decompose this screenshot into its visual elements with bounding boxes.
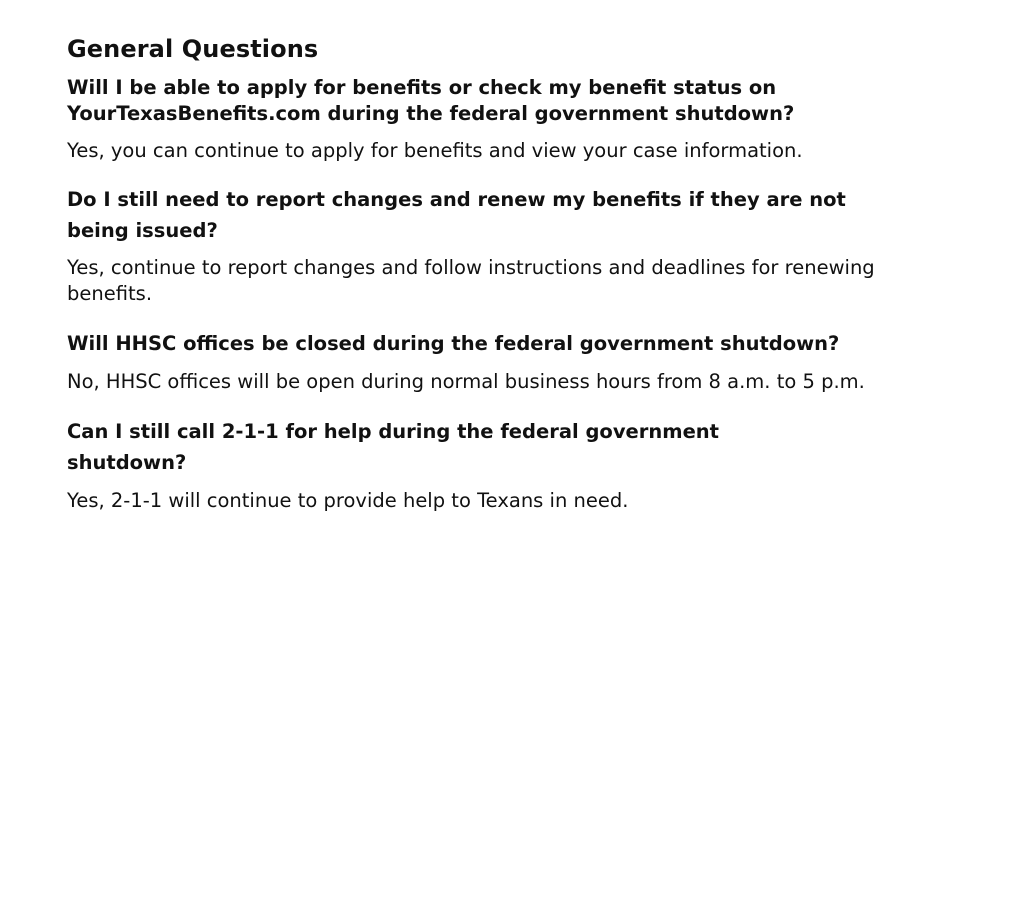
faq-item <box>67 75 947 164</box>
faq-answer: Yes, 2-1-1 will continue to provide help to Texans in need. <box>67 489 629 512</box>
faq-item <box>67 416 947 514</box>
faq-question: Can I still call 2-1-1 for help during the federal government shutdown? <box>67 420 720 474</box>
faq-question: Will HHSC offices be closed during the federal government shutdown? <box>67 332 840 355</box>
faq-answer: No, HHSC offices will be open during normal business hours from 8 a.m. to 5 p.m. <box>67 370 865 393</box>
section-title: General Questions <box>67 35 319 63</box>
faq-item <box>67 184 947 307</box>
faq-answer: Yes, you can continue to apply for benefits and view your case information. <box>67 139 803 162</box>
faq-question: Will I be able to apply for benefits or check my benefit status on YourTexasBenefits.com during the federal government shutdown? <box>67 76 795 125</box>
faq-item <box>67 328 947 395</box>
faq-content <box>67 33 947 514</box>
faq-question: Do I still need to report changes and renew my benefits if they are not being issued? <box>67 188 846 242</box>
faq-answer: Yes, continue to report changes and follow instructions and deadlines for renewing benefits. <box>67 256 875 305</box>
